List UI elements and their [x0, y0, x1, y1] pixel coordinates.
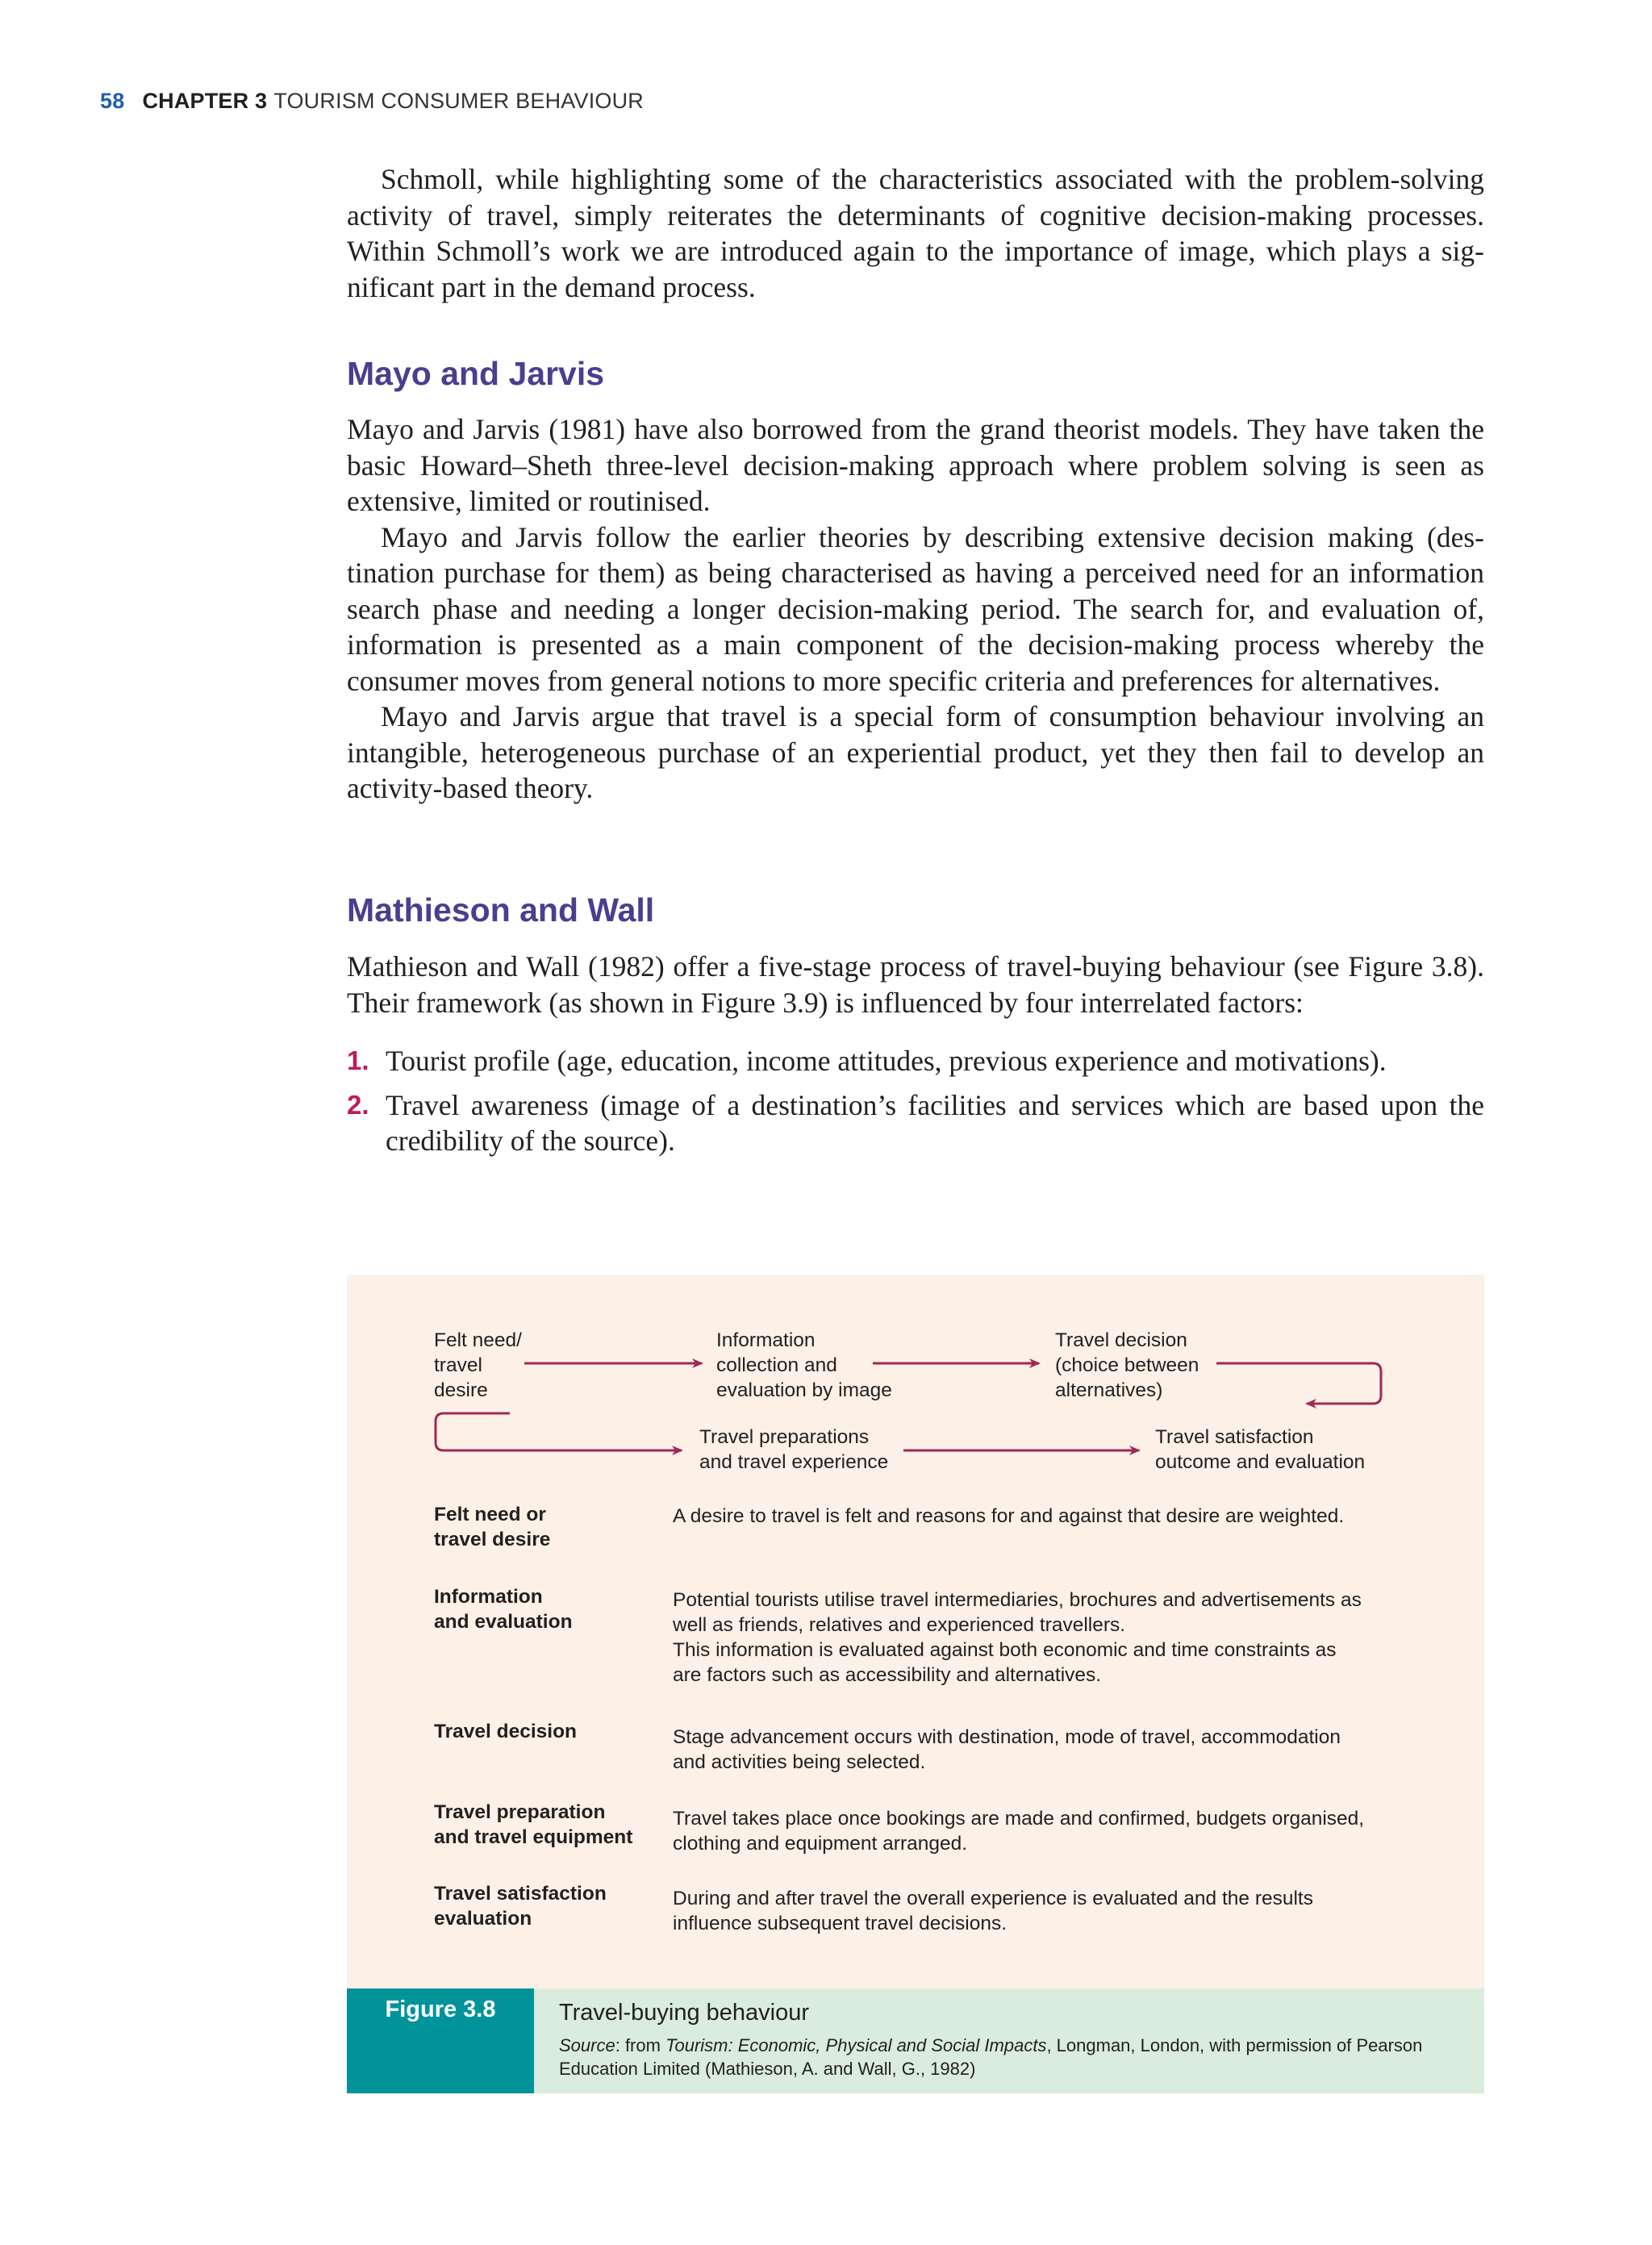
figure-caption: [347, 1988, 1484, 2093]
figure-number: Figure 3.8: [347, 1988, 534, 2093]
list-number: 1.: [347, 1045, 369, 1075]
flow-travel-preparations: Travel preparations and travel experience: [699, 1426, 889, 1473]
flow-travel-satisfaction: Travel satisfaction outcome and evaluation: [1155, 1426, 1366, 1473]
stage-description: Travel takes place once bookings are made and confirmed, budgets organised, clothing and equipment arranged.: [673, 1808, 1365, 1855]
stage-description: A desire to travel is felt and reasons for and against that desire are weighted.: [673, 1505, 1345, 1527]
figure-source: [559, 2034, 1454, 2080]
list-text: Tourist profile (age, education, income attitudes, previous experience and motivations).: [386, 1045, 1387, 1077]
list-item: [347, 1087, 1484, 1159]
numbered-list: [347, 1043, 1484, 1167]
stage-name: Felt need or travel desire: [434, 1504, 551, 1550]
section-heading: Mathieson and Wall: [347, 891, 655, 928]
list-item: [347, 1043, 1484, 1079]
stage-name: Travel satisfaction evaluation: [434, 1883, 607, 1930]
arrow-decision-loop: [1216, 1363, 1381, 1404]
flow-travel-decision: Travel decision (choice between alternatives): [1055, 1329, 1199, 1401]
section-heading: Mayo and Jarvis: [347, 355, 605, 392]
figure-title: Travel-buying behaviour: [559, 2000, 810, 2026]
source-book-title: Tourism: Economic, Physical and Social Impacts: [665, 2035, 1047, 2055]
paragraph: Schmoll, while highlighting some of the characteristics associated with the problem-solving activity of travel, simply reiterates the determinants of cognitive decision-making processes. Within Schmoll’s work we are introduced again to the importance of image, which plays a significant part in the demand process.: [347, 163, 1484, 303]
stage-description: Potential tourists utilise travel intermediaries, brochures and advertisements as well as friends, relatives and experienced travellers. This information is evaluated against both economic and time constraints as are factors such as accessibility and alternatives.: [673, 1589, 1362, 1686]
stage-name: Travel preparation and travel equipment: [434, 1801, 633, 1848]
chapter-label: CHAPTER 3: [142, 89, 268, 113]
list-number: 2.: [347, 1089, 369, 1120]
page-number: 58: [100, 89, 125, 113]
section-body: [347, 411, 1484, 807]
section-body: [347, 949, 1484, 1020]
flow-felt-need: Felt need/ travel desire: [434, 1329, 522, 1401]
running-head: [100, 89, 644, 114]
intro-text: [347, 161, 1484, 305]
flow-information: Information collection and evaluation by image: [716, 1329, 892, 1401]
arrow-need-to-preparations: [436, 1413, 682, 1450]
stage-name: Travel decision: [434, 1721, 578, 1742]
paragraph: Mathieson and Wall (1982) offer a five-stage process of travel-buying behaviour (see Figure 3.8). Their framework (as shown in Figure 3.9) is influenced by four interrelated factors:: [347, 950, 1484, 1019]
paragraph: Mayo and Jarvis follow the earlier theories by describing extensive decision making (destination purchase for them) as being characterised as having a perceived need for an information search phase and needing a longer decision-making period. The search for, and evaluation of, information is presented as a main component of the decision-making process whereby the consumer moves from general notions to more specific criteria and preferences for alternatives.: [347, 520, 1484, 697]
chapter-title: TOURISM CONSUMER BEHAVIOUR: [273, 89, 645, 113]
figure-panel: [347, 1275, 1484, 1988]
paragraph: Mayo and Jarvis argue that travel is a special form of consumption behaviour involving an intangible, heterogeneous purchase of an experiential product, yet they then fail to develop an activity-based theory.: [347, 700, 1484, 804]
source-from: : from: [615, 2035, 666, 2055]
source-label: Source: [559, 2035, 615, 2055]
stage-description: During and after travel the overall experience is evaluated and the results influence subsequent travel decisions.: [673, 1888, 1313, 1934]
stage-description: Stage advancement occurs with destination, mode of travel, accommodation and activities being selected.: [673, 1726, 1341, 1773]
list-text: Travel awareness (image of a destination’s facilities and services which are based upon the credibility of the source).: [386, 1088, 1484, 1157]
stage-name: Information and evaluation: [434, 1586, 573, 1633]
source-details: , Longman, London, with permission of Pearson Education Limited (Mathieson, A. and Wall, G., 1982): [559, 2035, 1423, 2079]
paragraph: Mayo and Jarvis (1981) have also borrowed from the grand theorist models. They have taken the basic Howard–Sheth three-level decision-making approach where problem solving is seen as extensive, limited or routinised.: [347, 413, 1484, 517]
